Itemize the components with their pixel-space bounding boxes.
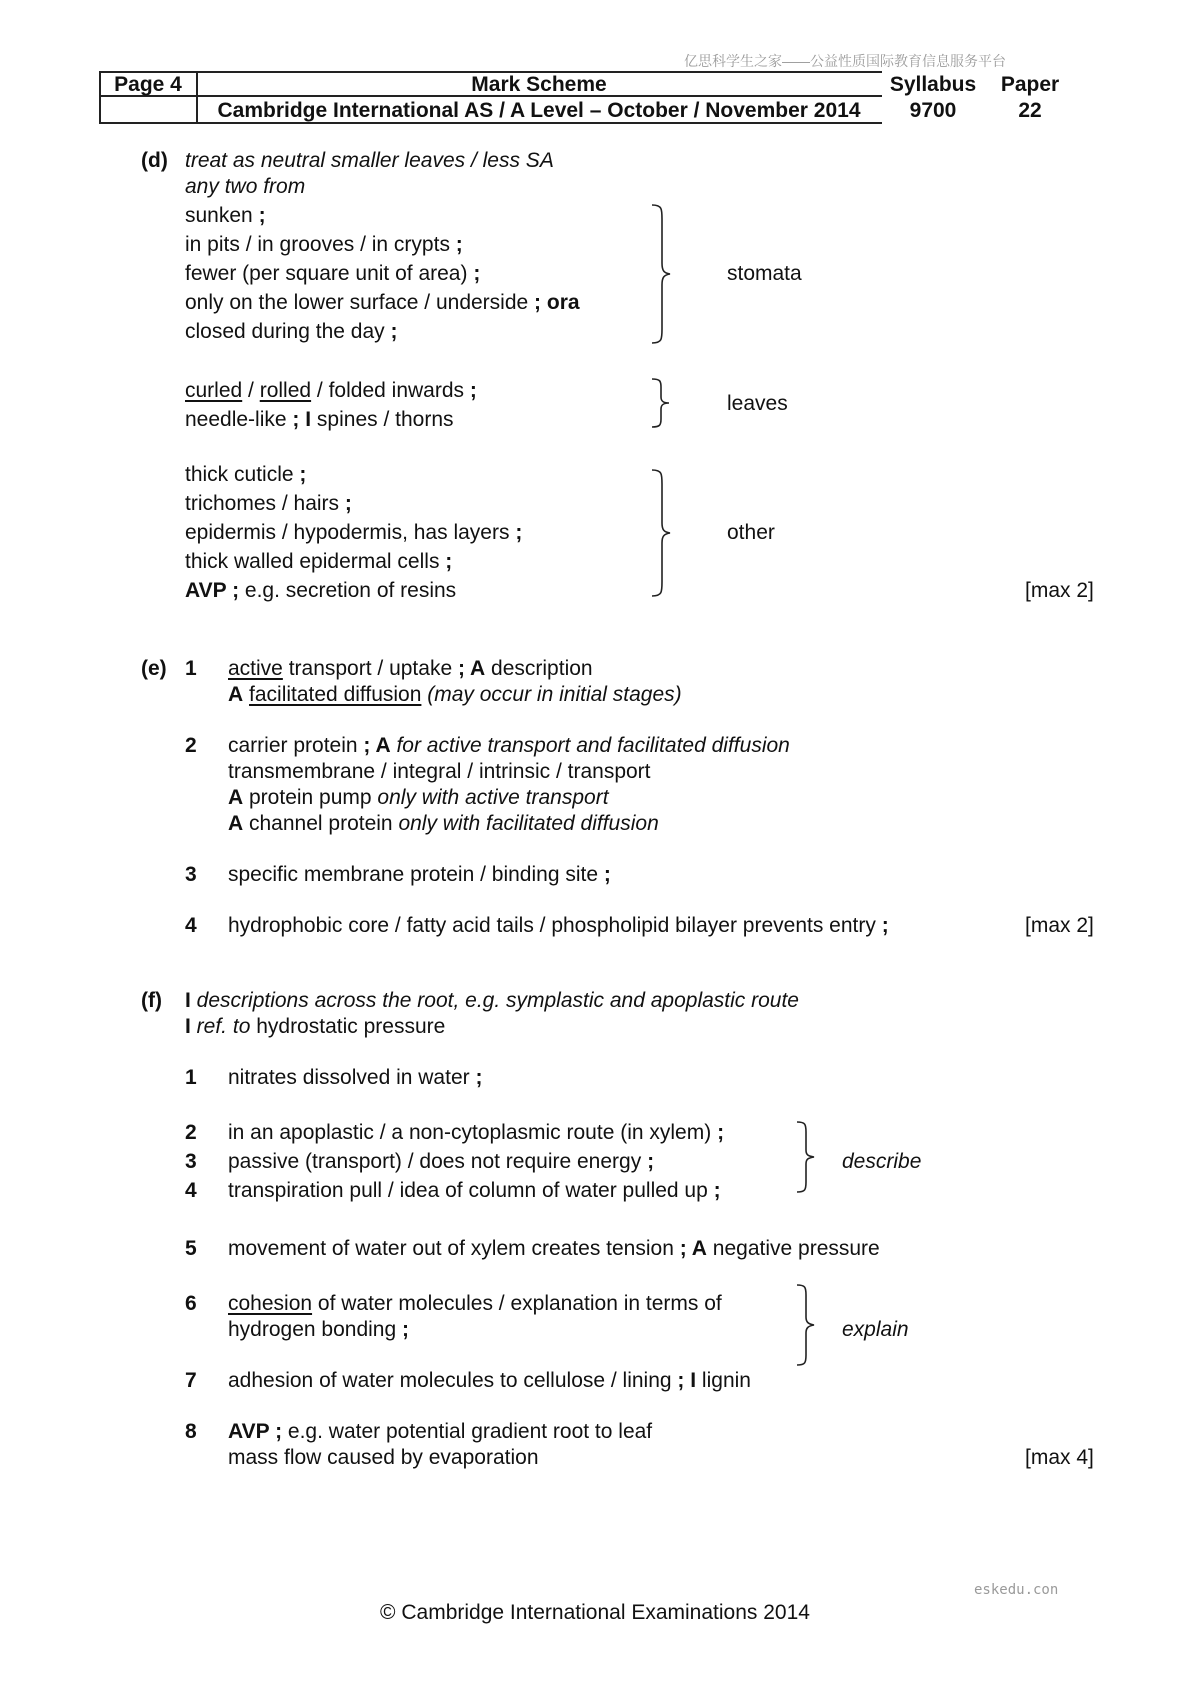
max-mark: [max 2] (1025, 579, 1094, 602)
group-label-explain: explain (842, 1318, 909, 1341)
guidance-note: I descriptions across the root, e.g. symplastic and apoplastic route (185, 989, 799, 1012)
document-title: Mark Scheme (471, 73, 607, 96)
guidance-note: I ref. to hydrostatic pressure (185, 1015, 446, 1038)
copyright-footer: © Cambridge International Examinations 2014 (380, 1601, 810, 1624)
answer-line: passive (transport) / does not require energy ; (228, 1150, 655, 1173)
section-label: (f) (141, 989, 162, 1012)
answer-line: A protein pump only with active transport (228, 786, 609, 809)
max-mark: [max 4] (1025, 1446, 1094, 1469)
answer-line: transmembrane / integral / intrinsic / transport (228, 760, 651, 783)
answer-line: curled / rolled / folded inwards ; (185, 379, 477, 402)
point-number: 7 (185, 1369, 197, 1392)
point-number: 3 (185, 1150, 197, 1173)
point-number: 1 (185, 657, 197, 680)
answer-line: transpiration pull / idea of column of water pulled up ; (228, 1179, 721, 1202)
point-number: 8 (185, 1420, 197, 1443)
section-label: (d) (141, 149, 168, 172)
answer-line: fewer (per square unit of area) ; (185, 262, 481, 285)
document-subtitle: Cambridge International AS / A Level – October / November 2014 (217, 99, 861, 122)
answer-line: trichomes / hairs ; (185, 492, 352, 515)
watermark-text: eskedu.con (974, 1582, 1059, 1598)
point-number: 2 (185, 734, 197, 757)
brace-icon (650, 468, 674, 598)
point-number: 5 (185, 1237, 197, 1260)
paper-number: 22 (1018, 99, 1042, 122)
answer-line: thick walled epidermal cells ; (185, 550, 453, 573)
guidance-note: treat as neutral smaller leaves / less SA (185, 149, 554, 172)
answer-line: AVP ; e.g. secretion of resins (185, 579, 457, 602)
brace-icon (795, 1120, 819, 1194)
answer-line: hydrophobic core / fatty acid tails / phospholipid bilayer prevents entry ; (228, 914, 889, 937)
brace-icon (650, 203, 674, 345)
syllabus-code: 9700 (909, 99, 957, 122)
answer-line: adhesion of water molecules to cellulose / lining ; I lignin (228, 1369, 751, 1392)
answer-line: cohesion of water molecules / explanation in terms of (228, 1292, 722, 1315)
group-label-leaves: leaves (727, 392, 788, 415)
answer-line: specific membrane protein / binding site ; (228, 863, 611, 886)
paper-label: Paper (1000, 73, 1060, 96)
point-number: 4 (185, 1179, 197, 1202)
point-number: 4 (185, 914, 197, 937)
answer-line: movement of water out of xylem creates tension ; A negative pressure (228, 1237, 880, 1260)
brace-icon (795, 1283, 819, 1367)
answer-line: mass flow caused by evaporation (228, 1446, 539, 1469)
answer-line: sunken ; (185, 204, 266, 227)
answer-line: A channel protein only with facilitated diffusion (228, 812, 659, 835)
page-number: Page 4 (114, 73, 182, 96)
answer-line: thick cuticle ; (185, 463, 307, 486)
point-number: 6 (185, 1292, 197, 1315)
max-mark: [max 2] (1025, 914, 1094, 937)
watermark-text: 亿思科学生之家——公益性质国际教育信息服务平台 (684, 53, 1006, 69)
point-number: 3 (185, 863, 197, 886)
answer-line: AVP ; e.g. water potential gradient root to leaf (228, 1420, 653, 1443)
answer-line: only on the lower surface / underside ; ora (185, 291, 580, 314)
answer-line: carrier protein ; A for active transport and facilitated diffusion (228, 734, 790, 757)
answer-line: closed during the day ; (185, 320, 398, 343)
guidance-note: any two from (185, 175, 306, 198)
section-label: (e) (141, 657, 167, 680)
point-number: 2 (185, 1121, 197, 1144)
answer-line: hydrogen bonding ; (228, 1318, 409, 1341)
answer-line: active transport / uptake ; A description (228, 657, 593, 680)
group-label-describe: describe (842, 1150, 922, 1173)
group-label-other: other (727, 521, 775, 544)
brace-icon (650, 377, 674, 429)
syllabus-label: Syllabus (889, 73, 977, 96)
answer-line: in an apoplastic / a non-cytoplasmic route (in xylem) ; (228, 1121, 725, 1144)
answer-line: epidermis / hypodermis, has layers ; (185, 521, 523, 544)
answer-line: A facilitated diffusion (may occur in initial stages) (228, 683, 682, 706)
group-label-stomata: stomata (727, 262, 802, 285)
answer-line: in pits / in grooves / in crypts ; (185, 233, 463, 256)
point-number: 1 (185, 1066, 197, 1089)
answer-line: nitrates dissolved in water ; (228, 1066, 483, 1089)
answer-line: needle-like ; I spines / thorns (185, 408, 454, 431)
